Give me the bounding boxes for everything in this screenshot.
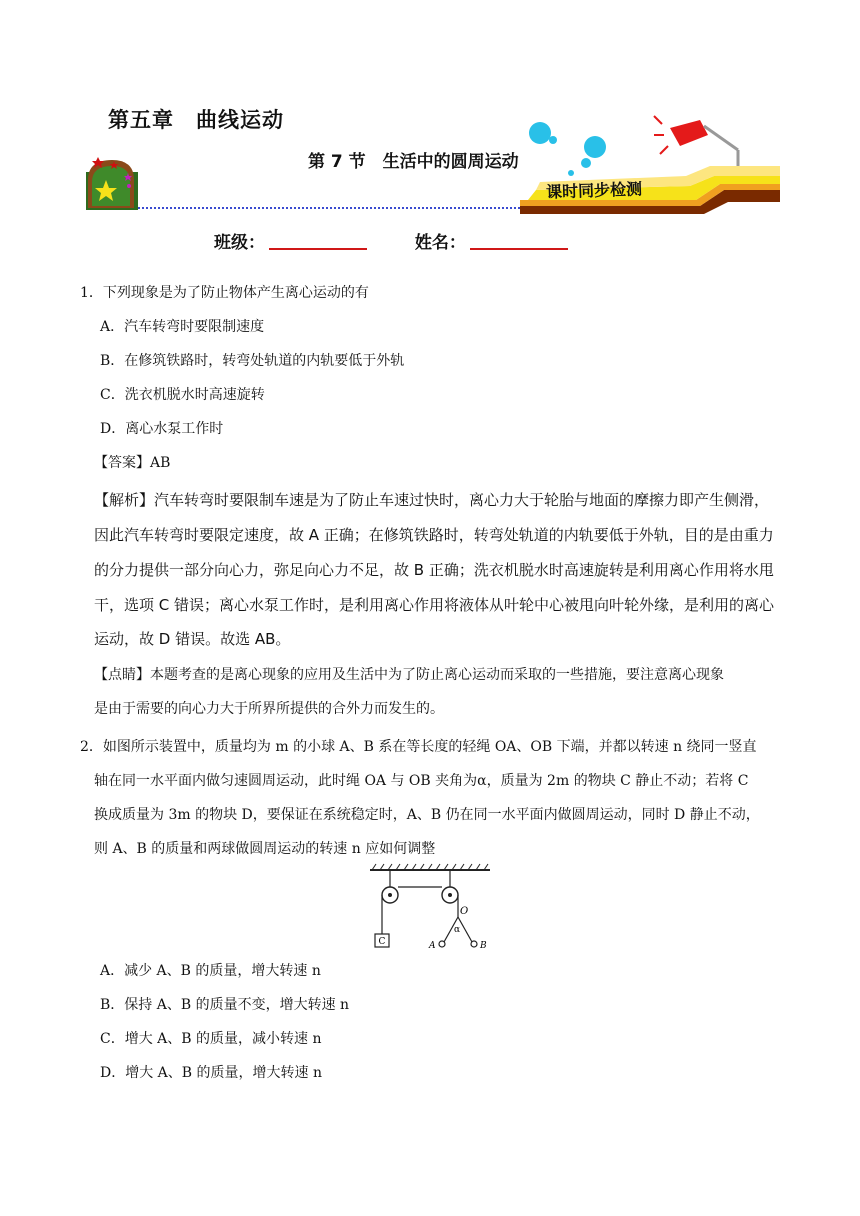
- q1-comment-line: 是由于需要的向心力大于所界所提供的合外力而发生的。: [94, 701, 444, 717]
- q1-analysis-line: 因此汽车转弯时要限定速度，故 A 正确；在修筑铁路时，转弯处轨道的内轨要低于外轨，目的是由重力: [94, 526, 774, 544]
- section-title: 第 7 节 生活中的圆周运动: [308, 152, 519, 172]
- q1-option-b: B．在修筑铁路时，转弯处轨道的内轨要低于外轨: [100, 353, 405, 369]
- name-blank[interactable]: [470, 232, 568, 250]
- student-fields: [214, 228, 610, 253]
- q2-option-b: B．保持 A、B 的质量不变，增大转速 n: [100, 997, 350, 1013]
- ball-b-label: B: [480, 941, 487, 951]
- class-blank[interactable]: [269, 232, 367, 250]
- q1-option-c: C．洗衣机脱水时高速旋转: [100, 387, 265, 403]
- star-emblem-icon: [86, 157, 138, 210]
- q1-answer: 【答案】AB: [94, 455, 171, 471]
- q2-option-c: C．增大 A、B 的质量，减小转速 n: [100, 1031, 322, 1047]
- q1-stem: 1．下列现象是为了防止物体产生离心运动的有: [80, 285, 369, 301]
- bubbles-icon: [529, 122, 606, 176]
- q2-option-d: D．增大 A、B 的质量，增大转速 n: [100, 1065, 322, 1081]
- ball-a-label: A: [429, 941, 436, 951]
- q1-analysis-line: 运动，故 D 错误。故选 AB。: [94, 630, 291, 648]
- q1-option-a: A．汽车转弯时要限制速度: [100, 319, 265, 335]
- q1-analysis-line: 【解析】汽车转弯时要限制车速是为了防止车速过快时，离心力大于轮胎与地面的摩擦力即产生侧滑，: [94, 491, 770, 509]
- q2-stem-line: 2．如图所示装置中，质量均为 m 的小球 A、B 系在等长度的轻绳 OA、OB 下端，并都以转速 n 绕同一竖直: [80, 739, 757, 755]
- class-label: 班级：: [214, 233, 265, 253]
- q2-stem-line: 轴在同一水平面内做匀速圆周运动，此时绳 OA 与 OB 夹角为α，质量为 2m 的物块 C 静止不动；若将 C: [94, 773, 749, 789]
- banner-tag: 课时同步检测: [545, 179, 643, 202]
- q2-stem-line: 则 A、B 的质量和两球做圆周运动的转速 n 应如何调整: [94, 841, 436, 857]
- point-o-label: O: [460, 906, 469, 917]
- q2-stem-line: 换成质量为 3m 的物块 D，要保证在系统稳定时，A、B 仍在同一水平面内做圆周运动，同时 D 静止不动，: [94, 807, 760, 823]
- q1-comment-line: 【点睛】本题考查的是离心现象的应用及生活中为了防止离心运动而采取的一些措施，要注意离心现象: [94, 667, 724, 683]
- chapter-title: 第五章 曲线运动: [108, 108, 284, 132]
- block-c-label: C: [378, 937, 386, 947]
- q2-option-a: A．减少 A、B 的质量，增大转速 n: [100, 963, 321, 979]
- pulley-figure: [366, 862, 496, 954]
- q1-analysis-line: 的分力提供一部分向心力，弥足向心力不足，故 B 正确；洗衣机脱水时高速旋转是利用离心作用将水甩: [94, 561, 774, 579]
- q1-option-d: D．离心水泵工作时: [100, 421, 224, 437]
- q1-analysis-line: 干，选项 C 错误；离心水泵工作时，是利用离心作用将液体从叶轮中心被甩向叶轮外缘，是利用的离心: [94, 596, 775, 614]
- name-label: 姓名：: [414, 233, 466, 253]
- alpha-label: α: [454, 925, 461, 935]
